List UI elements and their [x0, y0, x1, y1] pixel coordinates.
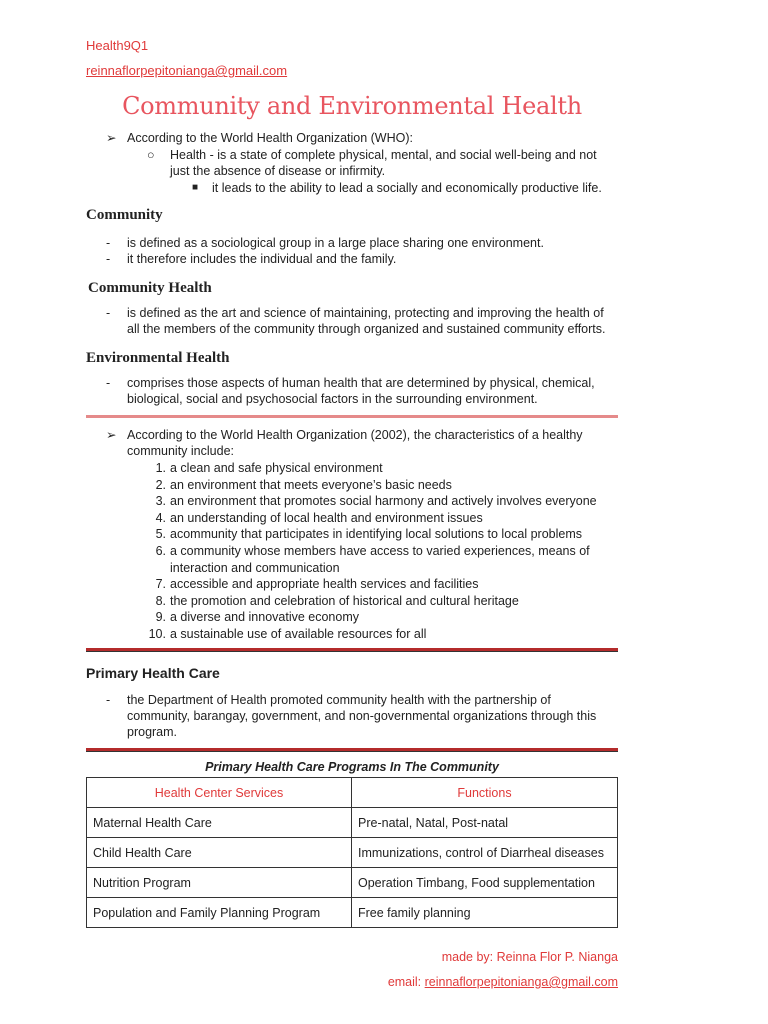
table-cell-service: Nutrition Program — [87, 868, 352, 898]
list-item: interaction and communication — [170, 560, 340, 575]
page-title: Community and Environmental Health — [122, 92, 582, 120]
primary-health-care-heading: Primary Health Care — [86, 665, 220, 681]
table-row — [87, 808, 618, 838]
list-item-number: 7. — [155, 577, 166, 592]
footer-email-link[interactable]: reinnaflorpepitonianga@gmail.com — [424, 975, 618, 989]
list-item-number: 8. — [155, 593, 166, 608]
table-caption: Primary Health Care Programs In The Community — [205, 760, 499, 774]
list-item: an understanding of local health and environment issues — [170, 510, 483, 525]
community-health-line2: all the members of the community through organized and sustained community efforts. — [127, 322, 606, 336]
list-item: an environment that promotes social harmony and actively involves everyone — [170, 494, 597, 509]
environmental-health-heading: Environmental Health — [86, 350, 230, 366]
table-cell-function: Free family planning — [352, 898, 618, 928]
dash-bullet-icon: - — [106, 252, 111, 266]
list-item: a diverse and innovative economy — [170, 610, 360, 625]
phc-line3: program. — [127, 725, 178, 739]
table-cell-service: Population and Family Planning Program — [87, 898, 352, 928]
list-item: the promotion and celebration of historical and cultural heritage — [170, 593, 519, 608]
phc-line2: community, barangay, government, and non-governmental organizations through this — [127, 709, 597, 723]
phc-line1: the Department of Health promoted community health with the partnership of — [127, 693, 551, 707]
table-header-services: Health Center Services — [87, 778, 352, 808]
table-cell-service: Child Health Care — [87, 838, 352, 868]
environmental-health-line2: biological, social and psychosocial factors in the surrounding environment. — [127, 392, 538, 406]
list-item: a sustainable use of available resources for all — [170, 627, 427, 641]
list-item-number: 1. — [155, 461, 166, 475]
list-item: a community whose members have access to varied experiences, means of — [170, 544, 590, 558]
health-subpoint: it leads to the ability to lead a socially and economically productive life. — [212, 181, 602, 195]
document-code: Health9Q1 — [86, 38, 149, 53]
list-item: a clean and safe physical environment — [170, 461, 383, 475]
table-cell-service: Maternal Health Care — [87, 808, 352, 838]
footer-email-label: email: — [387, 975, 425, 989]
section-divider — [86, 415, 618, 418]
list-item-number: 5. — [155, 527, 166, 542]
footer-email — [388, 975, 618, 989]
circle-bullet-icon: ○ — [147, 148, 155, 162]
list-item-number: 9. — [155, 610, 166, 625]
list-item-number: 2. — [155, 477, 166, 492]
list-item: acommunity that participates in identifying local solutions to local problems — [170, 527, 583, 542]
square-bullet-icon: ■ — [192, 182, 199, 193]
community-item-2: it therefore includes the individual and the family. — [127, 252, 397, 266]
dash-bullet-icon: - — [106, 236, 111, 250]
dash-bullet-icon: - — [106, 376, 111, 390]
environmental-health-line1: comprises those aspects of human health that are determined by physical, chemical, — [127, 376, 595, 390]
list-item-number: 6. — [155, 544, 166, 558]
health-definition-line1: Health - is a state of complete physical, mental, and social well-being and not — [170, 148, 597, 162]
section-divider — [86, 648, 618, 652]
characteristics-intro-line1: According to the World Health Organization (2002), the characteristics of a healthy — [127, 428, 583, 442]
dash-bullet-icon: - — [106, 693, 111, 707]
table-header-functions: Functions — [352, 778, 618, 808]
arrow-bullet-icon: ➢ — [106, 428, 117, 442]
community-health-line1: is defined as the art and science of maintaining, protecting and improving the health of — [127, 306, 604, 320]
table-row — [87, 838, 618, 868]
table-row — [87, 898, 618, 928]
table-cell-function: Pre-natal, Natal, Post-natal — [352, 808, 618, 838]
health-definition-line2: just the absence of disease or infirmity. — [170, 164, 386, 178]
programs-table — [86, 777, 618, 928]
arrow-bullet-icon: ➢ — [106, 131, 117, 145]
community-health-heading: Community Health — [88, 280, 212, 296]
community-item-1: is defined as a sociological group in a large place sharing one environment. — [127, 236, 544, 250]
table-cell-function: Immunizations, control of Diarrheal diseases — [352, 838, 618, 868]
list-item: an environment that meets everyone’s basic needs — [170, 477, 452, 492]
community-heading: Community — [86, 207, 163, 223]
list-item-number: 4. — [155, 510, 166, 525]
footer-author: made by: Reinna Flor P. Nianga — [441, 950, 618, 964]
table-header-row — [87, 778, 618, 808]
list-item-number: 3. — [155, 494, 166, 509]
dash-bullet-icon: - — [106, 306, 111, 320]
table-cell-function: Operation Timbang, Food supplementation — [352, 868, 618, 898]
list-item-number: 10. — [148, 627, 166, 641]
who-intro-text: According to the World Health Organization (WHO): — [127, 131, 413, 145]
header-email-link[interactable]: reinnaflorpepitonianga@gmail.com — [86, 63, 288, 78]
table-row — [87, 868, 618, 898]
characteristics-intro-line2: community include: — [127, 444, 234, 458]
section-divider — [86, 748, 618, 752]
list-item: accessible and appropriate health services and facilities — [170, 577, 479, 592]
